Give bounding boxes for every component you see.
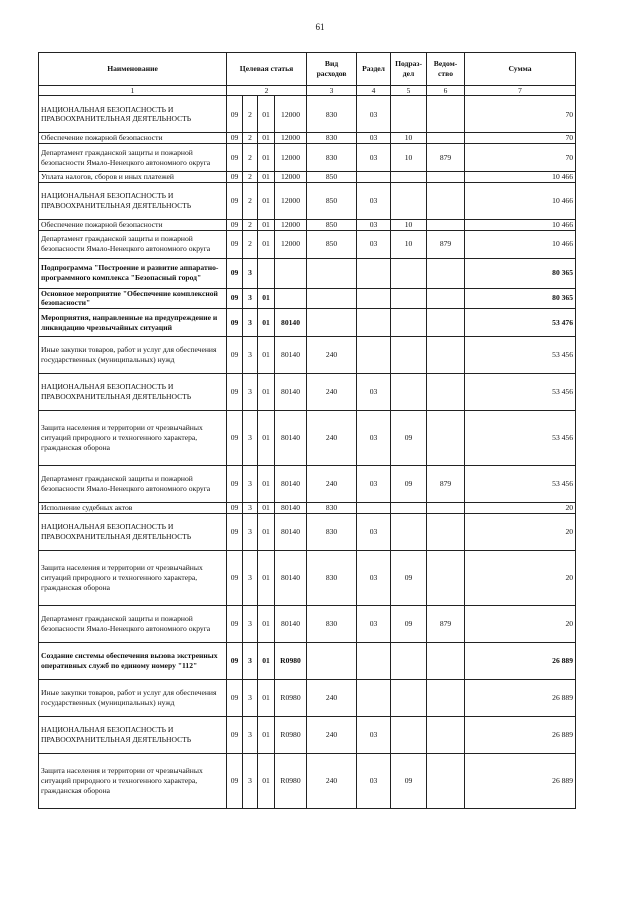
expense-type-cell bbox=[307, 258, 357, 288]
target-subprogram-cell: 3 bbox=[243, 679, 258, 716]
department-cell: 879 bbox=[427, 144, 465, 172]
table-row bbox=[39, 466, 576, 503]
section-cell bbox=[357, 258, 391, 288]
table-row bbox=[39, 753, 576, 808]
subsection-cell bbox=[391, 679, 427, 716]
expense-type-cell: 830 bbox=[307, 96, 357, 133]
table-row bbox=[39, 550, 576, 605]
sum-cell: 53 476 bbox=[465, 309, 576, 337]
target-direction-cell bbox=[275, 258, 307, 288]
sum-cell: 20 bbox=[465, 605, 576, 642]
target-event-cell: 01 bbox=[258, 716, 275, 753]
header-row bbox=[39, 53, 576, 86]
header-section: Раздел bbox=[357, 53, 391, 86]
expense-type-cell: 850 bbox=[307, 182, 357, 219]
table-row bbox=[39, 258, 576, 288]
expense-type-cell: 830 bbox=[307, 144, 357, 172]
sum-cell: 26 889 bbox=[465, 642, 576, 679]
target-subprogram-cell: 3 bbox=[243, 716, 258, 753]
row-name: Основное мероприятие "Обеспечение комплексной безопасности" bbox=[39, 288, 227, 308]
table-row bbox=[39, 96, 576, 133]
expense-type-cell: 850 bbox=[307, 230, 357, 258]
subsection-cell bbox=[391, 96, 427, 133]
target-program-cell: 09 bbox=[227, 182, 243, 219]
row-name: НАЦИОНАЛЬНАЯ БЕЗОПАСНОСТЬ И ПРАВООХРАНИТЕЛЬНАЯ ДЕЯТЕЛЬНОСТЬ bbox=[39, 374, 227, 411]
target-event-cell: 01 bbox=[258, 172, 275, 183]
sum-cell: 70 bbox=[465, 133, 576, 144]
department-cell bbox=[427, 716, 465, 753]
target-subprogram-cell: 2 bbox=[243, 144, 258, 172]
header-target-article: Целевая статья bbox=[227, 53, 307, 86]
target-program-cell: 09 bbox=[227, 550, 243, 605]
target-program-cell: 09 bbox=[227, 716, 243, 753]
expense-type-cell: 240 bbox=[307, 753, 357, 808]
target-program-cell: 09 bbox=[227, 288, 243, 308]
target-program-cell: 09 bbox=[227, 513, 243, 550]
expense-type-cell: 240 bbox=[307, 716, 357, 753]
target-program-cell: 09 bbox=[227, 466, 243, 503]
table-row bbox=[39, 642, 576, 679]
target-direction-cell: 80140 bbox=[275, 605, 307, 642]
subsection-cell bbox=[391, 258, 427, 288]
section-cell: 03 bbox=[357, 466, 391, 503]
target-subprogram-cell: 3 bbox=[243, 605, 258, 642]
section-cell bbox=[357, 288, 391, 308]
section-cell: 03 bbox=[357, 411, 391, 466]
target-program-cell: 09 bbox=[227, 605, 243, 642]
department-cell bbox=[427, 503, 465, 514]
sum-cell: 20 bbox=[465, 513, 576, 550]
target-event-cell: 01 bbox=[258, 144, 275, 172]
row-name: НАЦИОНАЛЬНАЯ БЕЗОПАСНОСТЬ И ПРАВООХРАНИТЕЛЬНАЯ ДЕЯТЕЛЬНОСТЬ bbox=[39, 513, 227, 550]
row-name: Иные закупки товаров, работ и услуг для обеспечения государственных (муниципальных) нужд bbox=[39, 337, 227, 374]
subsection-cell bbox=[391, 288, 427, 308]
target-program-cell: 09 bbox=[227, 753, 243, 808]
table-row bbox=[39, 288, 576, 308]
target-event-cell: 01 bbox=[258, 133, 275, 144]
target-direction-cell: R0980 bbox=[275, 679, 307, 716]
subsection-cell bbox=[391, 716, 427, 753]
target-direction-cell: 80140 bbox=[275, 513, 307, 550]
target-subprogram-cell: 2 bbox=[243, 219, 258, 230]
expense-type-cell bbox=[307, 642, 357, 679]
target-program-cell: 09 bbox=[227, 133, 243, 144]
expense-type-cell: 240 bbox=[307, 337, 357, 374]
target-event-cell: 01 bbox=[258, 513, 275, 550]
row-name: Защита населения и территории от чрезвычайных ситуаций природного и техногенного характера, гражданская оборона bbox=[39, 411, 227, 466]
sum-cell: 26 889 bbox=[465, 753, 576, 808]
section-cell: 03 bbox=[357, 550, 391, 605]
sum-cell: 53 456 bbox=[465, 337, 576, 374]
department-cell bbox=[427, 133, 465, 144]
table-row bbox=[39, 374, 576, 411]
expense-type-cell: 830 bbox=[307, 133, 357, 144]
column-number: 2 bbox=[227, 86, 307, 96]
target-subprogram-cell: 2 bbox=[243, 230, 258, 258]
target-direction-cell: 12000 bbox=[275, 182, 307, 219]
target-event-cell: 01 bbox=[258, 642, 275, 679]
table-row bbox=[39, 309, 576, 337]
target-direction-cell: 12000 bbox=[275, 230, 307, 258]
section-cell bbox=[357, 337, 391, 374]
section-cell: 03 bbox=[357, 182, 391, 219]
department-cell bbox=[427, 172, 465, 183]
row-name: Департамент гражданской защиты и пожарной безопасности Ямало-Ненецкого автономного округа bbox=[39, 230, 227, 258]
expense-type-cell: 850 bbox=[307, 172, 357, 183]
subsection-cell bbox=[391, 642, 427, 679]
header-name: Наименование bbox=[39, 53, 227, 86]
subsection-cell bbox=[391, 182, 427, 219]
expense-type-cell: 240 bbox=[307, 466, 357, 503]
target-subprogram-cell: 3 bbox=[243, 503, 258, 514]
target-event-cell: 01 bbox=[258, 374, 275, 411]
target-direction-cell: 80140 bbox=[275, 503, 307, 514]
section-cell bbox=[357, 309, 391, 337]
row-name: Иные закупки товаров, работ и услуг для обеспечения государственных (муниципальных) нужд bbox=[39, 679, 227, 716]
sum-cell: 10 466 bbox=[465, 182, 576, 219]
subsection-cell bbox=[391, 503, 427, 514]
target-subprogram-cell: 3 bbox=[243, 466, 258, 503]
page-number: 61 bbox=[315, 22, 325, 32]
target-subprogram-cell: 3 bbox=[243, 411, 258, 466]
subsection-cell bbox=[391, 337, 427, 374]
table-row bbox=[39, 411, 576, 466]
target-subprogram-cell: 3 bbox=[243, 753, 258, 808]
expense-type-cell: 240 bbox=[307, 374, 357, 411]
department-cell: 879 bbox=[427, 605, 465, 642]
table-row bbox=[39, 133, 576, 144]
department-cell bbox=[427, 337, 465, 374]
section-cell: 03 bbox=[357, 96, 391, 133]
row-name: Уплата налогов, сборов и иных платежей bbox=[39, 172, 227, 183]
sum-cell: 53 456 bbox=[465, 411, 576, 466]
section-cell: 03 bbox=[357, 374, 391, 411]
target-program-cell: 09 bbox=[227, 374, 243, 411]
section-cell bbox=[357, 503, 391, 514]
expense-type-cell bbox=[307, 309, 357, 337]
expense-type-cell bbox=[307, 288, 357, 308]
target-subprogram-cell: 3 bbox=[243, 374, 258, 411]
table-row bbox=[39, 605, 576, 642]
target-direction-cell: 12000 bbox=[275, 96, 307, 133]
section-cell: 03 bbox=[357, 605, 391, 642]
target-subprogram-cell: 2 bbox=[243, 182, 258, 219]
target-direction-cell: 12000 bbox=[275, 144, 307, 172]
target-program-cell: 09 bbox=[227, 172, 243, 183]
table-row bbox=[39, 503, 576, 514]
target-direction-cell: R0980 bbox=[275, 642, 307, 679]
section-cell bbox=[357, 642, 391, 679]
subsection-cell: 09 bbox=[391, 753, 427, 808]
sum-cell: 10 466 bbox=[465, 219, 576, 230]
expense-type-cell: 240 bbox=[307, 679, 357, 716]
target-event-cell: 01 bbox=[258, 753, 275, 808]
column-number: 4 bbox=[357, 86, 391, 96]
department-cell bbox=[427, 550, 465, 605]
table-row bbox=[39, 219, 576, 230]
target-program-cell: 09 bbox=[227, 309, 243, 337]
sum-cell: 10 466 bbox=[465, 172, 576, 183]
row-name: Департамент гражданской защиты и пожарной безопасности Ямало-Ненецкого автономного округа bbox=[39, 144, 227, 172]
sum-cell: 20 bbox=[465, 550, 576, 605]
expense-type-cell: 240 bbox=[307, 411, 357, 466]
target-event-cell: 01 bbox=[258, 182, 275, 219]
row-name: Обеспечение пожарной безопасности bbox=[39, 133, 227, 144]
target-event-cell: 01 bbox=[258, 337, 275, 374]
target-subprogram-cell: 2 bbox=[243, 133, 258, 144]
target-subprogram-cell: 3 bbox=[243, 288, 258, 308]
department-cell: 879 bbox=[427, 466, 465, 503]
expense-type-cell: 830 bbox=[307, 605, 357, 642]
column-number: 3 bbox=[307, 86, 357, 96]
column-number: 1 bbox=[39, 86, 227, 96]
target-event-cell: 01 bbox=[258, 550, 275, 605]
target-program-cell: 09 bbox=[227, 258, 243, 288]
sum-cell: 10 466 bbox=[465, 230, 576, 258]
target-subprogram-cell: 3 bbox=[243, 309, 258, 337]
sum-cell: 53 456 bbox=[465, 374, 576, 411]
section-cell: 03 bbox=[357, 753, 391, 808]
target-subprogram-cell: 3 bbox=[243, 337, 258, 374]
subsection-cell bbox=[391, 513, 427, 550]
department-cell bbox=[427, 513, 465, 550]
target-direction-cell: 80140 bbox=[275, 550, 307, 605]
table-row bbox=[39, 337, 576, 374]
sum-cell: 80 365 bbox=[465, 288, 576, 308]
section-cell: 03 bbox=[357, 513, 391, 550]
target-program-cell: 09 bbox=[227, 230, 243, 258]
subsection-cell: 10 bbox=[391, 230, 427, 258]
sum-cell: 70 bbox=[465, 96, 576, 133]
sum-cell: 26 889 bbox=[465, 679, 576, 716]
target-program-cell: 09 bbox=[227, 642, 243, 679]
department-cell bbox=[427, 258, 465, 288]
department-cell bbox=[427, 219, 465, 230]
target-event-cell: 01 bbox=[258, 230, 275, 258]
target-program-cell: 09 bbox=[227, 96, 243, 133]
table-row bbox=[39, 144, 576, 172]
sum-cell: 26 889 bbox=[465, 716, 576, 753]
column-number: 6 bbox=[427, 86, 465, 96]
target-program-cell: 09 bbox=[227, 337, 243, 374]
section-cell: 03 bbox=[357, 219, 391, 230]
header-department: Ведом-ство bbox=[427, 53, 465, 86]
subsection-cell: 09 bbox=[391, 550, 427, 605]
department-cell bbox=[427, 374, 465, 411]
expense-type-cell: 830 bbox=[307, 503, 357, 514]
column-number: 7 bbox=[465, 86, 576, 96]
department-cell bbox=[427, 753, 465, 808]
department-cell bbox=[427, 96, 465, 133]
target-direction-cell: 80140 bbox=[275, 466, 307, 503]
target-event-cell: 01 bbox=[258, 466, 275, 503]
target-direction-cell: 12000 bbox=[275, 133, 307, 144]
subsection-cell: 10 bbox=[391, 144, 427, 172]
target-subprogram-cell: 3 bbox=[243, 258, 258, 288]
target-event-cell: 01 bbox=[258, 503, 275, 514]
target-subprogram-cell: 3 bbox=[243, 642, 258, 679]
target-direction-cell: 80140 bbox=[275, 374, 307, 411]
target-program-cell: 09 bbox=[227, 503, 243, 514]
target-event-cell: 01 bbox=[258, 309, 275, 337]
target-event-cell: 01 bbox=[258, 679, 275, 716]
table-row bbox=[39, 716, 576, 753]
row-name: НАЦИОНАЛЬНАЯ БЕЗОПАСНОСТЬ И ПРАВООХРАНИТЕЛЬНАЯ ДЕЯТЕЛЬНОСТЬ bbox=[39, 182, 227, 219]
target-direction-cell: 80140 bbox=[275, 309, 307, 337]
department-cell bbox=[427, 642, 465, 679]
row-name: Мероприятия, направленные на предупреждение и ликвидацию чрезвычайных ситуаций bbox=[39, 309, 227, 337]
sum-cell: 53 456 bbox=[465, 466, 576, 503]
column-number: 5 bbox=[391, 86, 427, 96]
row-name: НАЦИОНАЛЬНАЯ БЕЗОПАСНОСТЬ И ПРАВООХРАНИТЕЛЬНАЯ ДЕЯТЕЛЬНОСТЬ bbox=[39, 96, 227, 133]
department-cell bbox=[427, 182, 465, 219]
table-row bbox=[39, 182, 576, 219]
target-direction-cell: 12000 bbox=[275, 172, 307, 183]
subsection-cell: 09 bbox=[391, 466, 427, 503]
section-cell: 03 bbox=[357, 230, 391, 258]
row-name: Департамент гражданской защиты и пожарной безопасности Ямало-Ненецкого автономного округа bbox=[39, 466, 227, 503]
table-row bbox=[39, 230, 576, 258]
department-cell bbox=[427, 309, 465, 337]
budget-table bbox=[38, 52, 576, 809]
target-event-cell: 01 bbox=[258, 219, 275, 230]
sum-cell: 80 365 bbox=[465, 258, 576, 288]
target-direction-cell: R0980 bbox=[275, 716, 307, 753]
subsection-cell: 09 bbox=[391, 411, 427, 466]
expense-type-cell: 830 bbox=[307, 513, 357, 550]
target-program-cell: 09 bbox=[227, 679, 243, 716]
subsection-cell bbox=[391, 172, 427, 183]
row-name: НАЦИОНАЛЬНАЯ БЕЗОПАСНОСТЬ И ПРАВООХРАНИТЕЛЬНАЯ ДЕЯТЕЛЬНОСТЬ bbox=[39, 716, 227, 753]
target-subprogram-cell: 3 bbox=[243, 550, 258, 605]
column-number-row bbox=[39, 86, 576, 96]
target-direction-cell: 12000 bbox=[275, 219, 307, 230]
section-cell bbox=[357, 679, 391, 716]
header-expense-type: Вид расходов bbox=[307, 53, 357, 86]
target-program-cell: 09 bbox=[227, 144, 243, 172]
target-event-cell: 01 bbox=[258, 605, 275, 642]
department-cell: 879 bbox=[427, 230, 465, 258]
subsection-cell: 09 bbox=[391, 605, 427, 642]
target-event-cell: 01 bbox=[258, 411, 275, 466]
table-row bbox=[39, 679, 576, 716]
target-subprogram-cell: 2 bbox=[243, 172, 258, 183]
row-name: Департамент гражданской защиты и пожарной безопасности Ямало-Ненецкого автономного округа bbox=[39, 605, 227, 642]
header-sum: Сумма bbox=[465, 53, 576, 86]
department-cell bbox=[427, 288, 465, 308]
target-event-cell: 01 bbox=[258, 96, 275, 133]
expense-type-cell: 850 bbox=[307, 219, 357, 230]
section-cell: 03 bbox=[357, 133, 391, 144]
row-name: Защита населения и территории от чрезвычайных ситуаций природного и техногенного характера, гражданская оборона bbox=[39, 753, 227, 808]
target-direction-cell: 80140 bbox=[275, 337, 307, 374]
section-cell bbox=[357, 172, 391, 183]
header-subsection: Подраз-дел bbox=[391, 53, 427, 86]
row-name: Подпрограмма "Построение и развитие аппаратно-программного комплекса "Безопасный город" bbox=[39, 258, 227, 288]
table-row bbox=[39, 513, 576, 550]
expense-type-cell: 830 bbox=[307, 550, 357, 605]
sum-cell: 20 bbox=[465, 503, 576, 514]
row-name: Создание системы обеспечения вызова экстренных оперативных служб по единому номеру "112" bbox=[39, 642, 227, 679]
target-program-cell: 09 bbox=[227, 411, 243, 466]
row-name: Исполнение судебных актов bbox=[39, 503, 227, 514]
target-event-cell bbox=[258, 258, 275, 288]
target-direction-cell: R0980 bbox=[275, 753, 307, 808]
subsection-cell bbox=[391, 374, 427, 411]
section-cell: 03 bbox=[357, 716, 391, 753]
department-cell bbox=[427, 411, 465, 466]
target-subprogram-cell: 2 bbox=[243, 96, 258, 133]
section-cell: 03 bbox=[357, 144, 391, 172]
row-name: Обеспечение пожарной безопасности bbox=[39, 219, 227, 230]
target-program-cell: 09 bbox=[227, 219, 243, 230]
subsection-cell: 10 bbox=[391, 219, 427, 230]
target-subprogram-cell: 3 bbox=[243, 513, 258, 550]
subsection-cell: 10 bbox=[391, 133, 427, 144]
target-direction-cell: 80140 bbox=[275, 411, 307, 466]
sum-cell: 70 bbox=[465, 144, 576, 172]
target-direction-cell bbox=[275, 288, 307, 308]
department-cell bbox=[427, 679, 465, 716]
subsection-cell bbox=[391, 309, 427, 337]
table-row bbox=[39, 172, 576, 183]
table-body bbox=[39, 96, 576, 808]
row-name: Защита населения и территории от чрезвычайных ситуаций природного и техногенного характера, гражданская оборона bbox=[39, 550, 227, 605]
target-event-cell: 01 bbox=[258, 288, 275, 308]
